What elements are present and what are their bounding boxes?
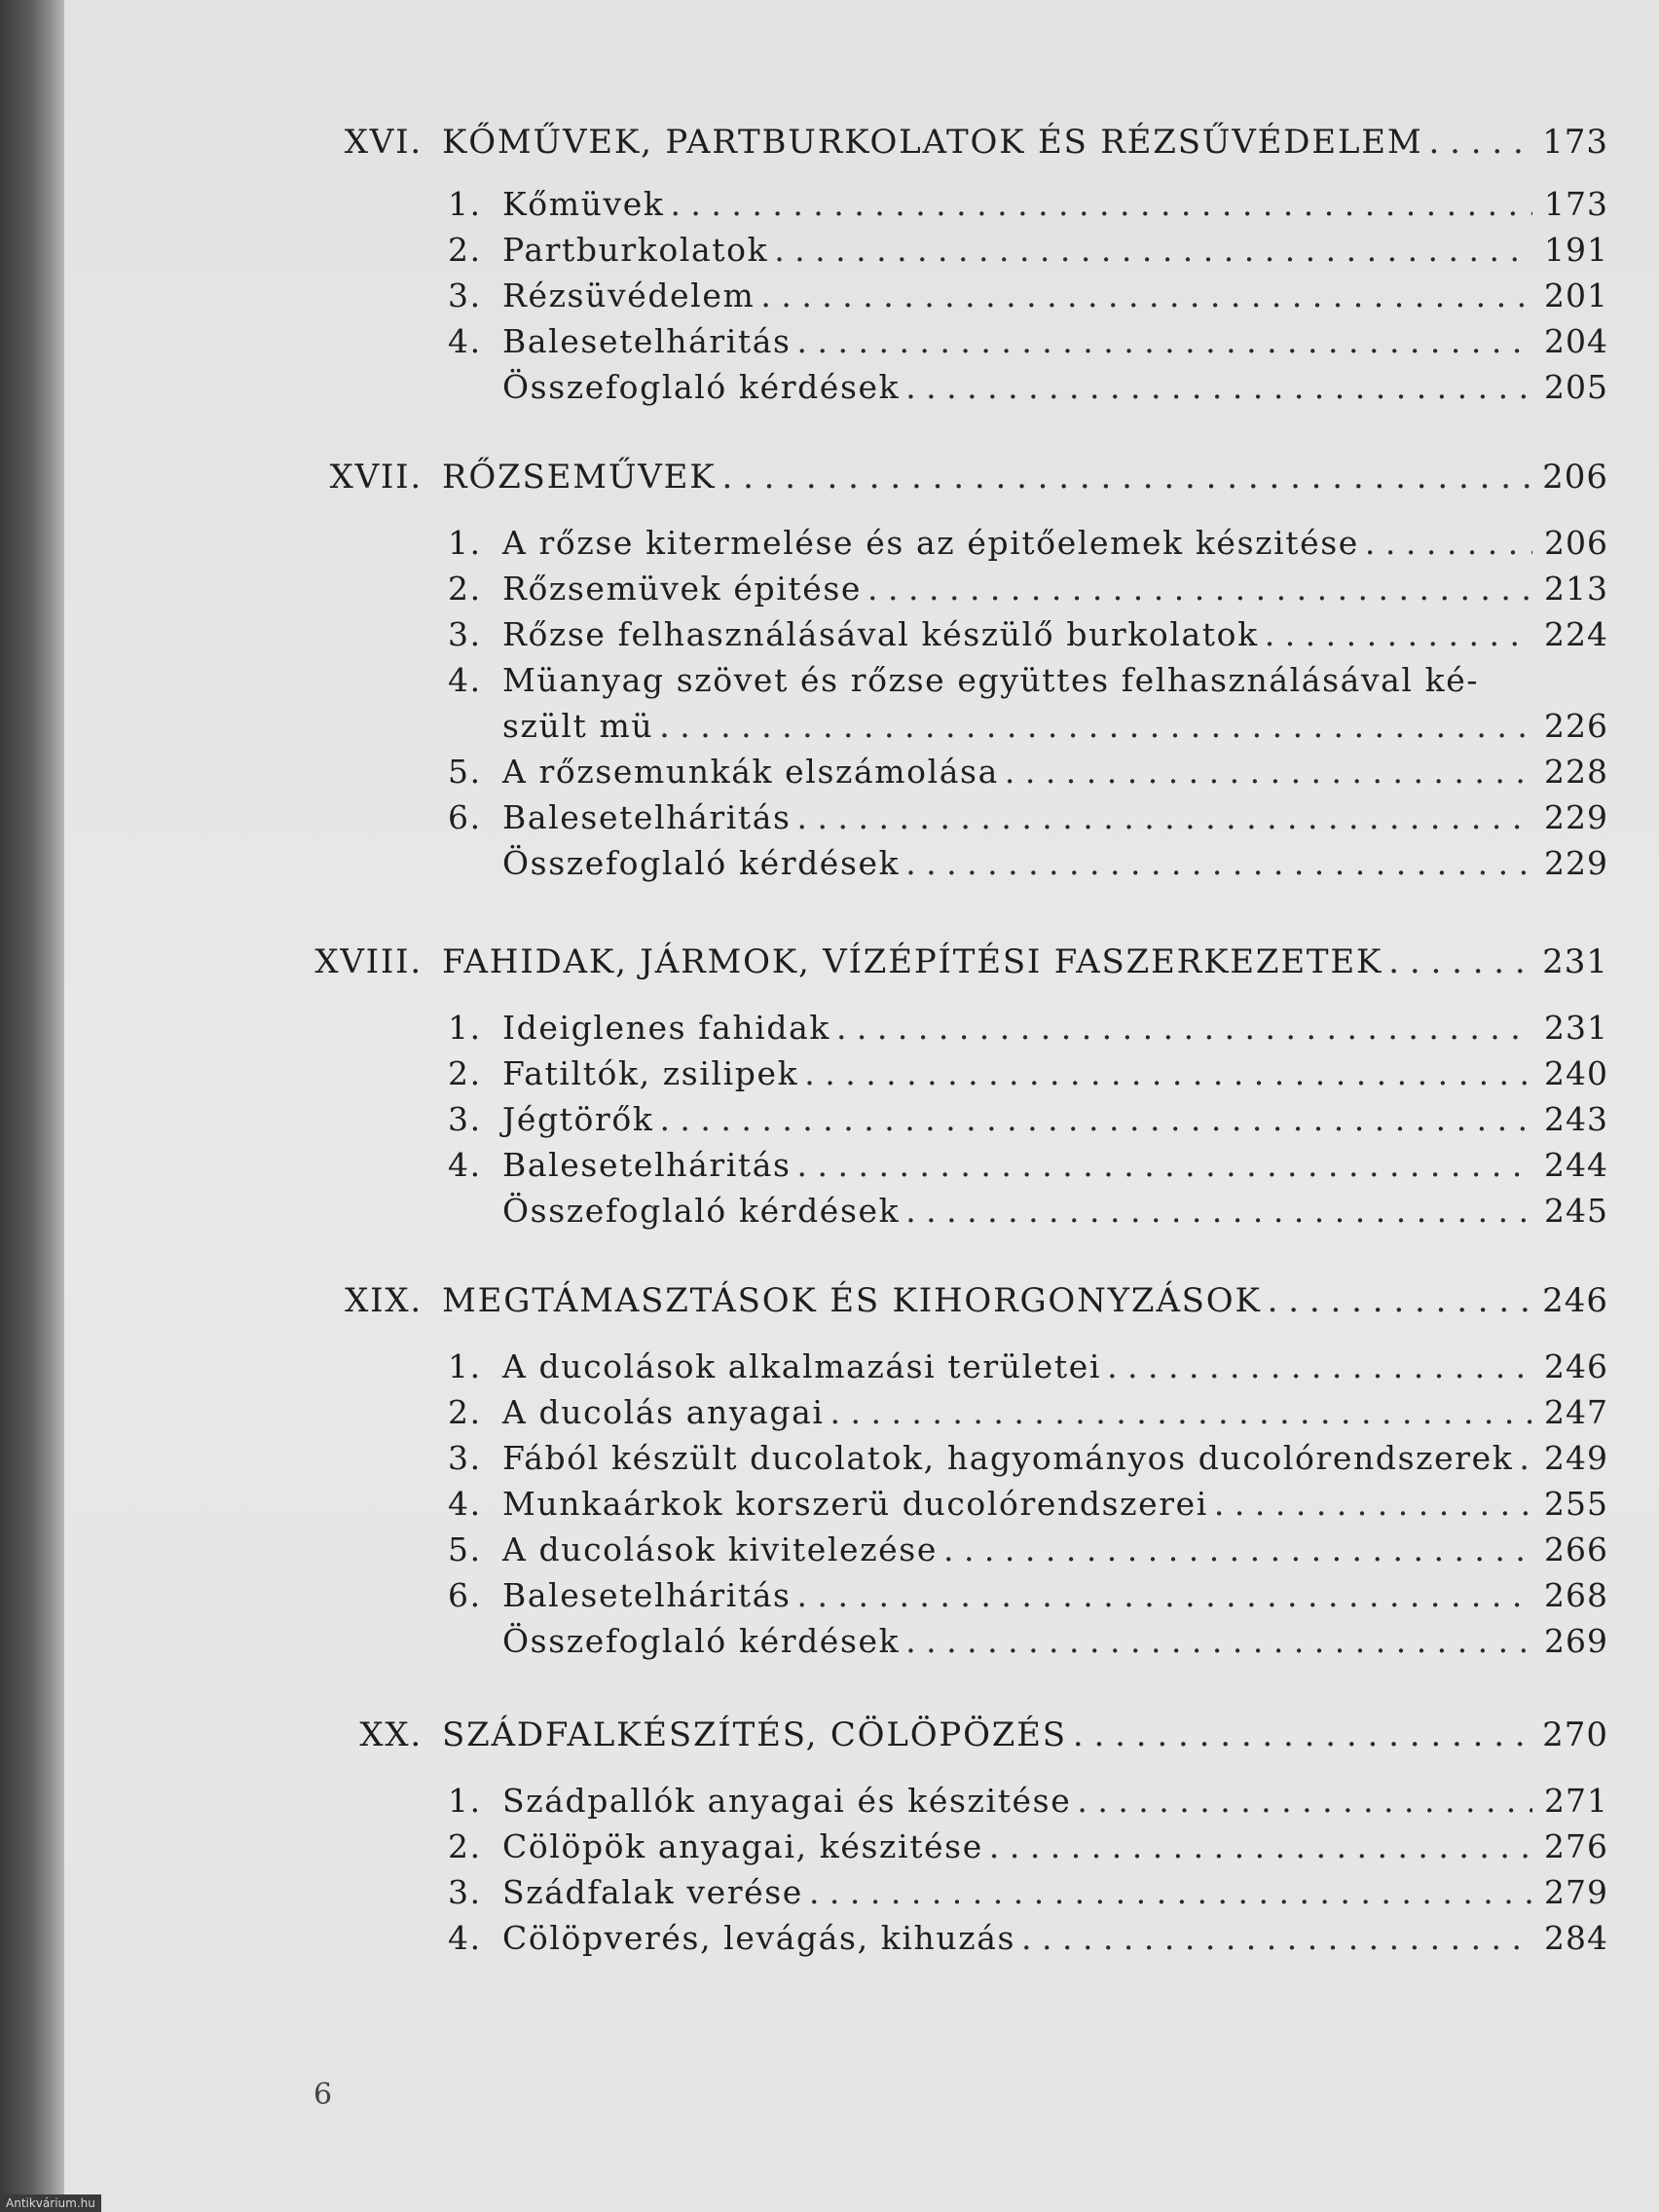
- entry-title: Összefoglaló kérdések: [502, 1192, 901, 1230]
- entry-page-number: 201: [1544, 276, 1608, 314]
- entry-number: 4.: [448, 322, 482, 360]
- dot-leader: [943, 1530, 1532, 1568]
- entry-page-number: 205: [1544, 368, 1608, 406]
- dot-leader: [867, 570, 1532, 608]
- entry-page-number: 231: [1544, 1009, 1608, 1047]
- chapter-number: XIX.: [345, 1281, 423, 1320]
- chapter-page-number: 231: [1542, 942, 1608, 981]
- dot-leader: [804, 1054, 1532, 1092]
- chapter-page-number: 173: [1542, 123, 1608, 162]
- entry-number: 1.: [448, 1347, 482, 1385]
- entry-number: 1.: [448, 524, 482, 562]
- toc-entry[interactable]: [448, 1347, 1608, 1385]
- dot-leader: [905, 844, 1532, 882]
- entry-number: 6.: [448, 798, 482, 836]
- toc-entry[interactable]: [448, 570, 1608, 608]
- entry-title: Munkaárkok korszerü ducolórendszerei: [502, 1485, 1208, 1523]
- chapter-title: KŐMŰVEK, PARTBURKOLATOK ÉS RÉZSŰVÉDELEM: [442, 123, 1423, 162]
- entry-title: Balesetelháritás: [502, 1576, 792, 1614]
- entry-page-number: 213: [1544, 570, 1608, 608]
- entry-page-number: 191: [1544, 231, 1608, 269]
- entry-number: 4.: [448, 661, 482, 699]
- entry-number: 6.: [448, 1576, 482, 1614]
- entry-number: 4.: [448, 1485, 482, 1523]
- entry-title: Jégtörők: [502, 1100, 654, 1138]
- entry-page-number: 276: [1544, 1827, 1608, 1865]
- entry-number: 2.: [448, 1393, 482, 1431]
- toc-entry[interactable]: [448, 753, 1608, 791]
- chapter-title: MEGTÁMASZTÁSOK ÉS KIHORGONYZÁSOK: [442, 1281, 1262, 1320]
- dot-leader: [1021, 1919, 1532, 1957]
- dot-leader: [1388, 942, 1532, 981]
- chapter-page-number: 246: [1542, 1281, 1608, 1320]
- entry-number: 5.: [448, 753, 482, 791]
- dot-leader: [989, 1827, 1532, 1865]
- dot-leader: [797, 1146, 1532, 1184]
- dot-leader: [1073, 1715, 1532, 1754]
- chapter-page-number: 270: [1542, 1715, 1608, 1754]
- entry-page-number: 271: [1544, 1782, 1608, 1820]
- toc-entry[interactable]: [448, 322, 1608, 360]
- chapter-heading[interactable]: [442, 1715, 1608, 1754]
- entry-number: 3.: [448, 1873, 482, 1911]
- toc-entry-continuation[interactable]: [502, 707, 1608, 745]
- dot-leader: [774, 231, 1532, 269]
- dot-leader: [1268, 1281, 1532, 1320]
- entry-title: Balesetelháritás: [502, 322, 792, 360]
- toc-entry[interactable]: [448, 1054, 1608, 1092]
- dot-leader: [905, 1192, 1532, 1230]
- entry-page-number: 268: [1544, 1576, 1608, 1614]
- entry-page-number: 224: [1544, 615, 1608, 653]
- entry-page-number: 247: [1544, 1393, 1608, 1431]
- entry-page-number: 245: [1544, 1192, 1608, 1230]
- dot-leader: [670, 185, 1532, 223]
- entry-page-number: 269: [1544, 1622, 1608, 1660]
- page-number: 6: [313, 2078, 333, 2112]
- chapter-number: XVI.: [344, 123, 423, 162]
- chapter-heading[interactable]: [442, 123, 1608, 162]
- entry-page-number: 244: [1544, 1146, 1608, 1184]
- entry-number: 2.: [448, 1827, 482, 1865]
- entry-title: Szádpallók anyagai és készitése: [502, 1782, 1072, 1820]
- entry-title: Összefoglaló kérdések: [502, 1622, 901, 1660]
- toc-entry[interactable]: [448, 1100, 1608, 1138]
- toc-entry[interactable]: [448, 1919, 1608, 1957]
- entry-page-number: 173: [1544, 185, 1608, 223]
- entry-title: A rőzsemunkák elszámolása: [502, 753, 999, 791]
- toc-entry[interactable]: [448, 185, 1608, 223]
- entry-page-number: 240: [1544, 1054, 1608, 1092]
- entry-title-continuation: szült mü: [502, 707, 654, 745]
- dot-leader: [1077, 1782, 1532, 1820]
- toc-entry[interactable]: [448, 1146, 1608, 1184]
- entry-title: Balesetelháritás: [502, 798, 792, 836]
- entry-number: 3.: [448, 1100, 482, 1138]
- toc-entry-summary[interactable]: [448, 368, 1608, 406]
- chapter-title: RŐZSEMŰVEK: [442, 458, 717, 497]
- dot-leader: [1365, 524, 1532, 562]
- entry-title: Cölöpverés, levágás, kihuzás: [502, 1919, 1016, 1957]
- dot-leader: [1005, 753, 1532, 791]
- entry-number: 5.: [448, 1530, 482, 1568]
- dot-leader: [905, 368, 1532, 406]
- entry-number: 3.: [448, 276, 482, 314]
- toc-entry-summary[interactable]: [448, 844, 1608, 882]
- dot-leader: [836, 1009, 1532, 1047]
- toc-entry-summary[interactable]: [448, 1192, 1608, 1230]
- entry-number: 2.: [448, 231, 482, 269]
- dot-leader: [797, 322, 1532, 360]
- toc-entry[interactable]: [448, 1393, 1608, 1431]
- entry-title: Összefoglaló kérdések: [502, 368, 901, 406]
- entry-title: Fatiltók, zsilipek: [502, 1054, 799, 1092]
- dot-leader: [809, 1873, 1532, 1911]
- entry-page-number: 249: [1544, 1439, 1608, 1477]
- toc-entry[interactable]: [448, 231, 1608, 269]
- entry-number: 3.: [448, 615, 482, 653]
- chapter-heading[interactable]: [442, 1281, 1608, 1320]
- entry-title: Rőzse felhasználásával készülő burkolatok: [502, 615, 1259, 653]
- dot-leader: [830, 1393, 1532, 1431]
- toc-entry[interactable]: [448, 524, 1608, 562]
- entry-page-number: 279: [1544, 1873, 1608, 1911]
- entry-number: 1.: [448, 185, 482, 223]
- chapter-heading[interactable]: [442, 942, 1608, 981]
- dot-leader: [905, 1622, 1532, 1660]
- toc-entry[interactable]: [448, 615, 1608, 653]
- toc-entry[interactable]: [448, 1485, 1608, 1523]
- dot-leader: [659, 707, 1532, 745]
- dot-leader: [1519, 1439, 1532, 1477]
- entry-title: Müanyag szövet és rőzse együttes felhasználásával ké-: [502, 661, 1480, 699]
- toc-entry[interactable]: [448, 1576, 1608, 1614]
- toc-entry[interactable]: [448, 276, 1608, 314]
- dot-leader: [659, 1100, 1532, 1138]
- dot-leader: [760, 276, 1532, 314]
- entry-title: Balesetelháritás: [502, 1146, 792, 1184]
- watermark: Antikvárium.hu: [0, 2194, 101, 2212]
- dot-leader: [1429, 123, 1532, 162]
- dot-leader: [1265, 615, 1532, 653]
- entry-page-number: 206: [1544, 524, 1608, 562]
- toc-entry[interactable]: [448, 1009, 1608, 1047]
- dot-leader: [1107, 1347, 1532, 1385]
- entry-title: Összefoglaló kérdések: [502, 844, 901, 882]
- toc-entry[interactable]: [448, 1873, 1608, 1911]
- entry-title: Fából készült ducolatok, hagyományos ducolórendszerek: [502, 1439, 1514, 1477]
- entry-page-number: 246: [1544, 1347, 1608, 1385]
- entry-title: Rőzsemüvek épitése: [502, 570, 863, 608]
- dot-leader: [1214, 1485, 1532, 1523]
- entry-page-number: 226: [1544, 707, 1608, 745]
- chapter-heading[interactable]: [442, 458, 1608, 497]
- entry-title: Cölöpök anyagai, készitése: [502, 1827, 983, 1865]
- dot-leader: [797, 798, 1532, 836]
- chapter-number: XX.: [359, 1715, 423, 1754]
- entry-title: A ducolás anyagai: [502, 1393, 825, 1431]
- entry-title: Szádfalak verése: [502, 1873, 803, 1911]
- entry-number: 4.: [448, 1919, 482, 1957]
- toc-entry[interactable]: [448, 1439, 1608, 1477]
- entry-number: 2.: [448, 570, 482, 608]
- entry-title: A ducolások kivitelezése: [502, 1530, 938, 1568]
- chapter-title: SZÁDFALKÉSZÍTÉS, CÖLÖPÖZÉS: [442, 1715, 1067, 1754]
- entry-number: 3.: [448, 1439, 482, 1477]
- chapter-page-number: 206: [1542, 458, 1608, 497]
- toc-entry[interactable]: [448, 1827, 1608, 1865]
- entry-number: 2.: [448, 1054, 482, 1092]
- chapter-number: XVII.: [329, 458, 423, 497]
- entry-number: 1.: [448, 1782, 482, 1820]
- entry-page-number: 229: [1544, 798, 1608, 836]
- entry-title: A ducolások alkalmazási területei: [502, 1347, 1102, 1385]
- entry-title: Partburkolatok: [502, 231, 769, 269]
- toc-entry[interactable]: [448, 798, 1608, 836]
- entry-title: Kőmüvek: [502, 185, 665, 223]
- entry-title: A rőzse kitermelése és az épitőelemek készitése: [502, 524, 1359, 562]
- chapter-number: XVIII.: [314, 942, 423, 981]
- entry-page-number: 243: [1544, 1100, 1608, 1138]
- entry-page-number: 228: [1544, 753, 1608, 791]
- entry-number: 4.: [448, 1146, 482, 1184]
- toc-entry-summary[interactable]: [448, 1622, 1608, 1660]
- entry-title: Ideiglenes fahidak: [502, 1009, 830, 1047]
- entry-page-number: 284: [1544, 1919, 1608, 1957]
- toc-entry[interactable]: [448, 1530, 1608, 1568]
- entry-title: Rézsüvédelem: [502, 276, 756, 314]
- chapter-title: FAHIDAK, JÁRMOK, VÍZÉPÍTÉSI FASZERKEZETEK: [442, 942, 1383, 981]
- entry-page-number: 229: [1544, 844, 1608, 882]
- entry-page-number: 255: [1544, 1485, 1608, 1523]
- entry-page-number: 266: [1544, 1530, 1608, 1568]
- entry-page-number: 204: [1544, 322, 1608, 360]
- toc-entry[interactable]: [448, 1782, 1608, 1820]
- dot-leader: [797, 1576, 1532, 1614]
- entry-number: 1.: [448, 1009, 482, 1047]
- toc-entry[interactable]: [448, 661, 1499, 699]
- dot-leader: [721, 458, 1532, 497]
